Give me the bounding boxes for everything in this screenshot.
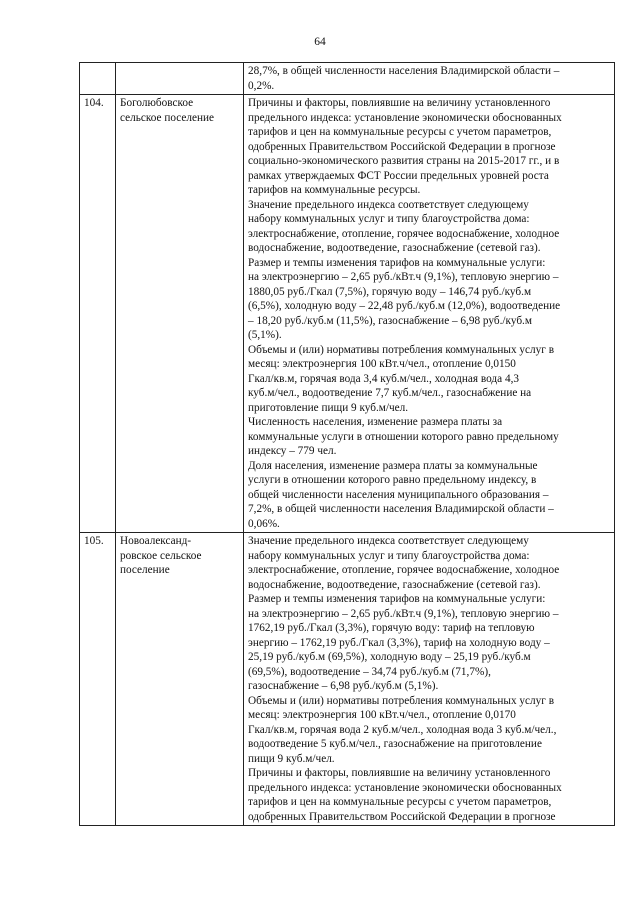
description-line: Численность населения, изменение размера платы за <box>248 416 503 428</box>
description-line: коммунальные услуги в отношении которого равно предельному <box>248 430 559 443</box>
description-line: – 18,20 руб./куб.м (11,5%), газоснабжение – 6,98 руб./куб.м <box>248 314 532 327</box>
description-line: приготовление пищи 9 куб.м/чел. <box>248 401 409 414</box>
description-line: Причины и факторы, повлиявшие на величину установленного <box>248 767 551 779</box>
settlement-name-cell <box>116 533 244 826</box>
description-line: услуги в отношении которого равно предельному индексу, в <box>248 474 537 486</box>
description-line: куб.м/чел., водоотведение 7,7 куб.м/чел., газоснабжение на <box>248 387 532 399</box>
description-line: Объемы и (или) нормативы потребления коммунальных услуг в <box>248 694 555 707</box>
description-cell <box>244 95 615 533</box>
description-line: месяц: электроэнергия 100 кВт.ч/чел., отопление 0,0170 <box>248 709 516 721</box>
description-paragraph <box>248 64 610 93</box>
settlement-name-cell <box>116 63 244 95</box>
description-line: одобренных Правительством Российской Федерации в прогнозе <box>248 140 556 153</box>
description-line: тарифов на коммунальные ресурсы. <box>248 184 421 196</box>
row-number-cell: 104. <box>80 95 116 533</box>
description-cell <box>244 533 615 826</box>
description-paragraph <box>248 592 610 694</box>
description-line: общей численности населения муниципального образования – <box>248 488 549 501</box>
table-row <box>80 533 615 826</box>
description-line: (69,5%), водоотведение – 34,74 руб./куб.м (71,7%), <box>248 665 491 678</box>
description-line: тарифов и цен на коммунальные ресурсы с учетом параметров, <box>248 796 552 808</box>
settlement-name-line: Новоалександ- <box>120 535 192 547</box>
description-paragraph <box>248 256 610 343</box>
description-line: Причины и факторы, повлиявшие на величину установленного <box>248 97 551 109</box>
settlement-name-line: поселение <box>120 564 170 576</box>
settlement-name-line: Боголюбовское <box>120 97 194 109</box>
description-line: набору коммунальных услуг и типу благоустройства дома: <box>248 213 530 225</box>
description-line: тарифов и цен на коммунальные ресурсы с учетом параметров, <box>248 126 552 138</box>
description-paragraph <box>248 694 610 767</box>
description-line: 7,2%, в общей численности населения Владимирской области – <box>248 503 554 515</box>
description-line: Размер и темпы изменения тарифов на коммунальные услуги: <box>248 593 546 605</box>
description-cell <box>244 63 615 95</box>
description-line: Гкал/кв.м, горячая вода 2 куб.м/чел., холодная вода 3 куб.м/чел., <box>248 723 557 736</box>
description-line: на электроэнергию – 2,65 руб./кВт.ч (9,1%), тепловую энергию – <box>248 271 559 283</box>
description-paragraph <box>248 459 610 532</box>
description-line: электроснабжение, отопление, горячее водоснабжение, холодное <box>248 227 560 240</box>
description-paragraph <box>248 766 610 824</box>
description-paragraph <box>248 534 610 592</box>
description-line: электроснабжение, отопление, горячее водоснабжение, холодное <box>248 564 560 576</box>
description-line: (6,5%), холодную воду – 22,48 руб./куб.м (12,0%), водоотведение <box>248 300 561 312</box>
description-line: 1880,05 руб./Гкал (7,5%), горячую воду – 146,74 руб./куб.м <box>248 285 532 298</box>
description-line: 0,06%. <box>248 517 280 530</box>
description-line: 25,19 руб./куб.м (69,5%), холодную воду – 25,19 руб./куб.м <box>248 651 531 663</box>
settlement-name-line: сельское поселение <box>120 111 215 124</box>
description-line: рамках утверждаемых ФСТ России предельных уровней роста <box>248 169 549 182</box>
description-line: 28,7%, в общей численности населения Владимирской области – <box>248 65 560 77</box>
description-line: Гкал/кв.м, горячая вода 3,4 куб.м/чел., холодная вода 4,3 <box>248 372 520 385</box>
description-line: на электроэнергию – 2,65 руб./кВт.ч (9,1%), тепловую энергию – <box>248 607 559 620</box>
row-number-cell: 105. <box>80 533 116 826</box>
page-number: 64 <box>314 36 326 48</box>
tariff-table <box>79 62 615 826</box>
table-row <box>80 95 615 533</box>
description-line: Значение предельного индекса соответствует следующему <box>248 535 529 547</box>
description-line: 1762,19 руб./Гкал (3,3%), горячую воду: тариф на тепловую <box>248 622 535 634</box>
description-paragraph <box>248 96 610 198</box>
description-line: Значение предельного индекса соответствует следующему <box>248 198 529 211</box>
table-row <box>80 63 615 95</box>
description-line: набору коммунальных услуг и типу благоустройства дома: <box>248 549 530 562</box>
description-line: 0,2%. <box>248 79 275 92</box>
description-line: Доля населения, изменение размера платы за коммунальные <box>248 459 538 472</box>
settlement-name-cell <box>116 95 244 533</box>
description-line: водоотведение 5 куб.м/чел., газоснабжение на приготовление <box>248 738 542 750</box>
description-line: (5,1%). <box>248 329 282 341</box>
description-line: предельного индекса: установление экономически обоснованных <box>248 781 562 794</box>
description-line: одобренных Правительством Российской Федерации в прогнозе <box>248 810 556 823</box>
description-line: пищи 9 куб.м/чел. <box>248 752 335 765</box>
row-number-cell <box>80 63 116 95</box>
description-paragraph <box>248 343 610 416</box>
description-line: водоснабжение, водоотведение, газоснабжение (сетевой газ). <box>248 242 541 254</box>
description-line: социально-экономического развития страны на 2015-2017 гг., и в <box>248 155 560 167</box>
description-line: предельного индекса: установление экономически обоснованных <box>248 111 562 124</box>
settlement-name-line: ровское сельское <box>120 549 202 562</box>
description-line: водоснабжение, водоотведение, газоснабжение (сетевой газ). <box>248 578 541 591</box>
description-line: индексу – 779 чел. <box>248 445 337 457</box>
description-line: газоснабжение – 6,98 руб./куб.м (5,1%). <box>248 680 439 692</box>
description-line: месяц: электроэнергия 100 кВт.ч/чел., отопление 0,0150 <box>248 358 516 370</box>
description-paragraph <box>248 415 610 459</box>
description-line: Размер и темпы изменения тарифов на коммунальные услуги: <box>248 256 546 269</box>
description-line: Объемы и (или) нормативы потребления коммунальных услуг в <box>248 343 555 356</box>
tariff-table-body <box>80 63 615 826</box>
description-line: энергию – 1762,19 руб./Гкал (3,3%), тариф на холодную воду – <box>248 636 550 649</box>
description-paragraph <box>248 198 610 256</box>
